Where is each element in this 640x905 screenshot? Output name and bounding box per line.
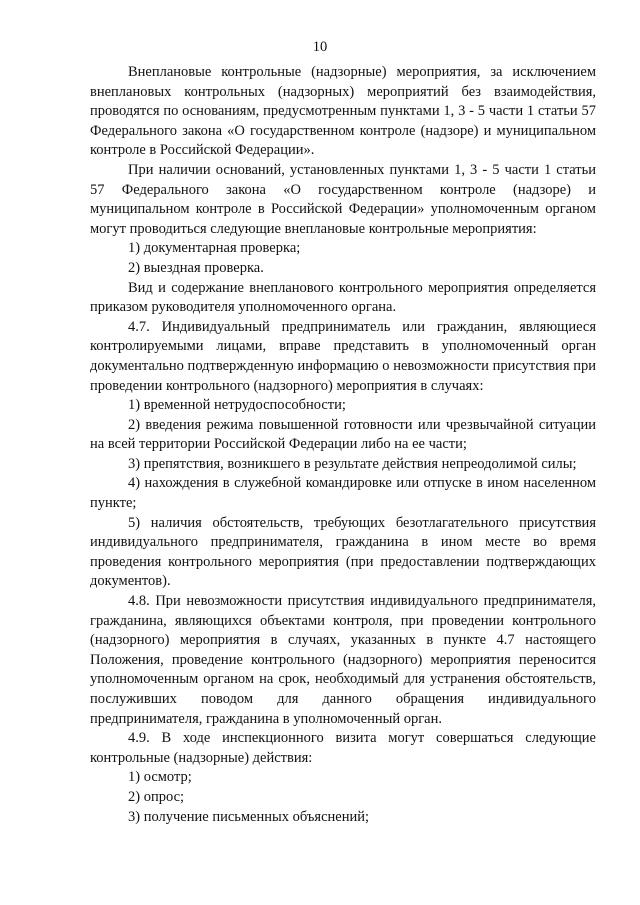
paragraph-grounds: При наличии оснований, установленных пунктами 1, 3 - 5 части 1 статьи 57 Федерального закона «О государственном контроле (надзоре) и муниципальном контроле в Российской Федерации» уполномоченным органом могут проводиться следующие внеплановые контрольные мероприятия: (90, 161, 596, 237)
paragraph-4-9: 4.9. В ходе инспекционного визита могут совершаться следующие контрольные (надзорные) действия: (90, 730, 596, 766)
paragraph-4-8: 4.8. При невозможности присутствия индивидуального предпринимателя, гражданина, являющихся объектами контроля, при проведении контрольного (надзорного) мероприятия в случаях, указанных в пункте 4.7 настоящего Положения, проведение контрольного (надзорного) мероприятия переносится уполномоченным органом на срок, необходимый для устранения обстоятельств, послуживших поводом для данного обращения индивидуального предпринимателя, гражданина в уполномоченный орган. (90, 593, 596, 727)
list-item: 1) документарная проверка; (128, 240, 301, 257)
list-item: 1) осмотр; (128, 769, 192, 786)
page-number: 10 (312, 39, 328, 55)
paragraph-unscheduled-events: Внеплановые контрольные (надзорные) мероприятия, за исключением внеплановых контрольных (надзорных) мероприятий без взаимодействия, проводятся по основаниям, предусмотренным пунктами 1, 3 - 5 части 1 статьи 57 Федерального закона «О государственном контроле (надзоре) и муниципальном контроле в Российской Федерации». (90, 64, 596, 159)
list-item: 2) выездная проверка. (128, 259, 264, 276)
paragraph-type-content: Вид и содержание внепланового контрольного мероприятия определяется приказом руководителя уполномоченного органа. (90, 279, 596, 316)
list-item: 3) препятствия, возникшего в результате действия непреодолимой силы; (128, 455, 577, 472)
list-item: 3) получение письменных объяснений; (128, 808, 370, 825)
list-item: 5) наличия обстоятельств, требующих безотлагательного присутствия индивидуального предпринимателя, гражданина в ином месте во время проведения контрольного мероприятия (при предоставлении подтверждающих документов). (90, 514, 596, 590)
document-body (90, 63, 596, 827)
list-item: 2) опрос; (128, 788, 185, 805)
list-item: 1) временной нетрудоспособности; (128, 397, 346, 414)
list-item: 4) нахождения в служебной командировке или отпуске в ином населенном пункте; (90, 475, 596, 512)
paragraph-4-7: 4.7. Индивидуальный предприниматель или гражданин, являющиеся контролируемыми лицами, вправе представить в уполномоченный орган документально подтвержденную информацию о невозможности присутствия при проведении контрольного (надзорного) мероприятия в случаях: (90, 318, 596, 394)
list-item: 2) введения режима повышенной готовности или чрезвычайной ситуации на всей территории Российской Федерации либо на ее части; (90, 416, 596, 453)
